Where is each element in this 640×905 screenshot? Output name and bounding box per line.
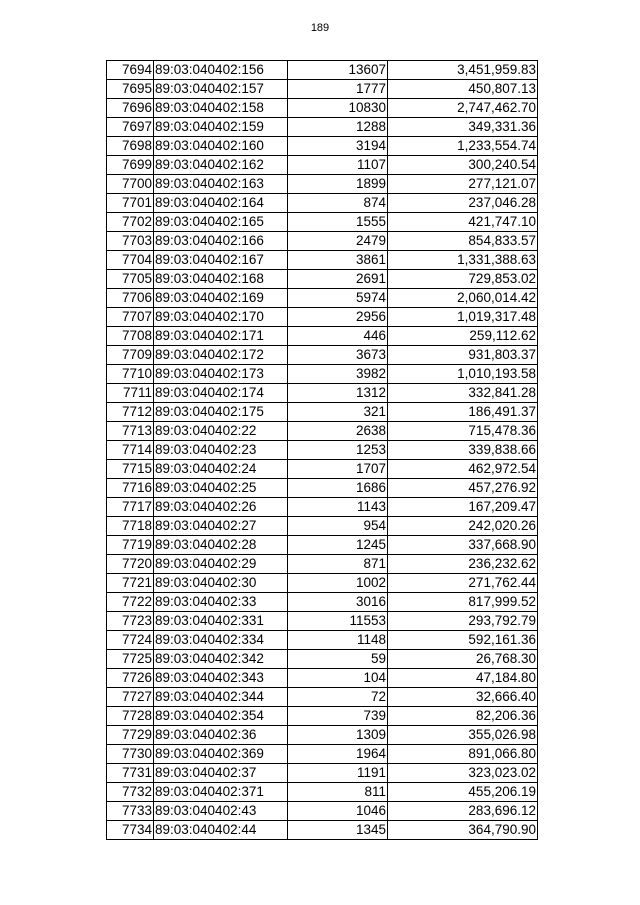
row-number-cell: 7723 xyxy=(107,612,154,631)
cadastral-number-cell: 89:03:040402:169 xyxy=(154,289,288,308)
area-cell: 1253 xyxy=(288,441,388,460)
value-cell: 854,833.57 xyxy=(388,232,538,251)
value-cell: 462,972.54 xyxy=(388,460,538,479)
cadastral-number-cell: 89:03:040402:158 xyxy=(154,99,288,118)
row-number-cell: 7716 xyxy=(107,479,154,498)
row-number-cell: 7726 xyxy=(107,669,154,688)
cadastral-number-cell: 89:03:040402:157 xyxy=(154,80,288,99)
table-row xyxy=(107,137,538,156)
value-cell: 237,046.28 xyxy=(388,194,538,213)
cadastral-number-cell: 89:03:040402:156 xyxy=(154,61,288,80)
row-number-cell: 7708 xyxy=(107,327,154,346)
table-row xyxy=(107,726,538,745)
row-number-cell: 7731 xyxy=(107,764,154,783)
value-cell: 82,206.36 xyxy=(388,707,538,726)
row-number-cell: 7694 xyxy=(107,61,154,80)
table-row xyxy=(107,213,538,232)
area-cell: 3194 xyxy=(288,137,388,156)
row-number-cell: 7719 xyxy=(107,536,154,555)
row-number-cell: 7721 xyxy=(107,574,154,593)
table-row xyxy=(107,745,538,764)
cadastral-number-cell: 89:03:040402:23 xyxy=(154,441,288,460)
row-number-cell: 7720 xyxy=(107,555,154,574)
area-cell: 954 xyxy=(288,517,388,536)
cadastral-number-cell: 89:03:040402:163 xyxy=(154,175,288,194)
value-cell: 47,184.80 xyxy=(388,669,538,688)
value-cell: 323,023.02 xyxy=(388,764,538,783)
row-number-cell: 7700 xyxy=(107,175,154,194)
area-cell: 874 xyxy=(288,194,388,213)
value-cell: 2,060,014.42 xyxy=(388,289,538,308)
row-number-cell: 7702 xyxy=(107,213,154,232)
table-row xyxy=(107,536,538,555)
cadastral-number-cell: 89:03:040402:343 xyxy=(154,669,288,688)
value-cell: 271,762.44 xyxy=(388,574,538,593)
table-row xyxy=(107,308,538,327)
table-row xyxy=(107,232,538,251)
table-row xyxy=(107,764,538,783)
table-row xyxy=(107,289,538,308)
area-cell: 1191 xyxy=(288,764,388,783)
value-cell: 283,696.12 xyxy=(388,802,538,821)
value-cell: 817,999.52 xyxy=(388,593,538,612)
table-row xyxy=(107,783,538,802)
area-cell: 2956 xyxy=(288,308,388,327)
area-cell: 1312 xyxy=(288,384,388,403)
value-cell: 236,232.62 xyxy=(388,555,538,574)
row-number-cell: 7730 xyxy=(107,745,154,764)
table-row xyxy=(107,346,538,365)
area-cell: 2479 xyxy=(288,232,388,251)
table-row xyxy=(107,118,538,137)
row-number-cell: 7703 xyxy=(107,232,154,251)
value-cell: 349,331.36 xyxy=(388,118,538,137)
row-number-cell: 7715 xyxy=(107,460,154,479)
value-cell: 186,491.37 xyxy=(388,403,538,422)
row-number-cell: 7734 xyxy=(107,821,154,840)
value-cell: 1,019,317.48 xyxy=(388,308,538,327)
page-number: 189 xyxy=(310,22,330,34)
value-cell: 891,066.80 xyxy=(388,745,538,764)
row-number-cell: 7709 xyxy=(107,346,154,365)
cadastral-number-cell: 89:03:040402:371 xyxy=(154,783,288,802)
value-cell: 300,240.54 xyxy=(388,156,538,175)
area-cell: 1046 xyxy=(288,802,388,821)
row-number-cell: 7696 xyxy=(107,99,154,118)
row-number-cell: 7711 xyxy=(107,384,154,403)
cadastral-number-cell: 89:03:040402:33 xyxy=(154,593,288,612)
table-row xyxy=(107,593,538,612)
cadastral-number-cell: 89:03:040402:344 xyxy=(154,688,288,707)
value-cell: 332,841.28 xyxy=(388,384,538,403)
table-row xyxy=(107,498,538,517)
value-cell: 364,790.90 xyxy=(388,821,538,840)
value-cell: 3,451,959.83 xyxy=(388,61,538,80)
cadastral-number-cell: 89:03:040402:25 xyxy=(154,479,288,498)
cadastral-number-cell: 89:03:040402:27 xyxy=(154,517,288,536)
value-cell: 26,768.30 xyxy=(388,650,538,669)
area-cell: 2638 xyxy=(288,422,388,441)
value-cell: 715,478.36 xyxy=(388,422,538,441)
table-row xyxy=(107,707,538,726)
area-cell: 1707 xyxy=(288,460,388,479)
area-cell: 5974 xyxy=(288,289,388,308)
table-row xyxy=(107,99,538,118)
cadastral-number-cell: 89:03:040402:369 xyxy=(154,745,288,764)
table-row xyxy=(107,270,538,289)
cadastral-number-cell: 89:03:040402:171 xyxy=(154,327,288,346)
cadastral-number-cell: 89:03:040402:43 xyxy=(154,802,288,821)
value-cell: 337,668.90 xyxy=(388,536,538,555)
cadastral-number-cell: 89:03:040402:24 xyxy=(154,460,288,479)
row-number-cell: 7714 xyxy=(107,441,154,460)
cadastral-number-cell: 89:03:040402:170 xyxy=(154,308,288,327)
row-number-cell: 7722 xyxy=(107,593,154,612)
value-cell: 931,803.37 xyxy=(388,346,538,365)
cadastral-number-cell: 89:03:040402:167 xyxy=(154,251,288,270)
table-row xyxy=(107,612,538,631)
row-number-cell: 7729 xyxy=(107,726,154,745)
area-cell: 2691 xyxy=(288,270,388,289)
value-cell: 355,026.98 xyxy=(388,726,538,745)
value-cell: 1,010,193.58 xyxy=(388,365,538,384)
table-row xyxy=(107,422,538,441)
cadastral-number-cell: 89:03:040402:172 xyxy=(154,346,288,365)
table-row xyxy=(107,650,538,669)
area-cell: 13607 xyxy=(288,61,388,80)
table-row xyxy=(107,555,538,574)
cadastral-number-cell: 89:03:040402:22 xyxy=(154,422,288,441)
area-cell: 446 xyxy=(288,327,388,346)
area-cell: 1245 xyxy=(288,536,388,555)
cadastral-number-cell: 89:03:040402:175 xyxy=(154,403,288,422)
cadastral-number-cell: 89:03:040402:166 xyxy=(154,232,288,251)
cadastral-number-cell: 89:03:040402:162 xyxy=(154,156,288,175)
table-row xyxy=(107,251,538,270)
area-cell: 3673 xyxy=(288,346,388,365)
area-cell: 811 xyxy=(288,783,388,802)
value-cell: 450,807.13 xyxy=(388,80,538,99)
area-cell: 1777 xyxy=(288,80,388,99)
table-row xyxy=(107,327,538,346)
row-number-cell: 7699 xyxy=(107,156,154,175)
area-cell: 3016 xyxy=(288,593,388,612)
cadastral-number-cell: 89:03:040402:354 xyxy=(154,707,288,726)
table-row xyxy=(107,688,538,707)
area-cell: 1686 xyxy=(288,479,388,498)
area-cell: 1345 xyxy=(288,821,388,840)
value-cell: 277,121.07 xyxy=(388,175,538,194)
area-cell: 321 xyxy=(288,403,388,422)
row-number-cell: 7713 xyxy=(107,422,154,441)
row-number-cell: 7718 xyxy=(107,517,154,536)
value-cell: 421,747.10 xyxy=(388,213,538,232)
area-cell: 1107 xyxy=(288,156,388,175)
cadastral-number-cell: 89:03:040402:173 xyxy=(154,365,288,384)
area-cell: 1555 xyxy=(288,213,388,232)
value-cell: 259,112.62 xyxy=(388,327,538,346)
area-cell: 11553 xyxy=(288,612,388,631)
row-number-cell: 7712 xyxy=(107,403,154,422)
cadastral-number-cell: 89:03:040402:342 xyxy=(154,650,288,669)
table-row xyxy=(107,574,538,593)
row-number-cell: 7717 xyxy=(107,498,154,517)
value-cell: 592,161.36 xyxy=(388,631,538,650)
table-row xyxy=(107,517,538,536)
value-cell: 455,206.19 xyxy=(388,783,538,802)
row-number-cell: 7724 xyxy=(107,631,154,650)
area-cell: 59 xyxy=(288,650,388,669)
row-number-cell: 7701 xyxy=(107,194,154,213)
cadastral-number-cell: 89:03:040402:44 xyxy=(154,821,288,840)
cadastral-number-cell: 89:03:040402:331 xyxy=(154,612,288,631)
cadastral-number-cell: 89:03:040402:159 xyxy=(154,118,288,137)
area-cell: 739 xyxy=(288,707,388,726)
area-cell: 1148 xyxy=(288,631,388,650)
cadastral-number-cell: 89:03:040402:164 xyxy=(154,194,288,213)
cadastral-number-cell: 89:03:040402:174 xyxy=(154,384,288,403)
table-row xyxy=(107,460,538,479)
row-number-cell: 7733 xyxy=(107,802,154,821)
area-cell: 1002 xyxy=(288,574,388,593)
table-row xyxy=(107,175,538,194)
area-cell: 10830 xyxy=(288,99,388,118)
row-number-cell: 7698 xyxy=(107,137,154,156)
row-number-cell: 7725 xyxy=(107,650,154,669)
cadastral-number-cell: 89:03:040402:37 xyxy=(154,764,288,783)
row-number-cell: 7705 xyxy=(107,270,154,289)
row-number-cell: 7728 xyxy=(107,707,154,726)
cadastral-number-cell: 89:03:040402:36 xyxy=(154,726,288,745)
row-number-cell: 7706 xyxy=(107,289,154,308)
area-cell: 104 xyxy=(288,669,388,688)
table-row xyxy=(107,669,538,688)
area-cell: 3861 xyxy=(288,251,388,270)
table-row xyxy=(107,80,538,99)
row-number-cell: 7710 xyxy=(107,365,154,384)
table-row xyxy=(107,403,538,422)
area-cell: 3982 xyxy=(288,365,388,384)
row-number-cell: 7697 xyxy=(107,118,154,137)
value-cell: 293,792.79 xyxy=(388,612,538,631)
table-row xyxy=(107,441,538,460)
cadastral-number-cell: 89:03:040402:26 xyxy=(154,498,288,517)
area-cell: 1899 xyxy=(288,175,388,194)
row-number-cell: 7732 xyxy=(107,783,154,802)
value-cell: 242,020.26 xyxy=(388,517,538,536)
cadastral-number-cell: 89:03:040402:334 xyxy=(154,631,288,650)
value-cell: 167,209.47 xyxy=(388,498,538,517)
table-row xyxy=(107,802,538,821)
area-cell: 871 xyxy=(288,555,388,574)
area-cell: 72 xyxy=(288,688,388,707)
table-row xyxy=(107,156,538,175)
value-cell: 2,747,462.70 xyxy=(388,99,538,118)
cadastral-number-cell: 89:03:040402:160 xyxy=(154,137,288,156)
cadastral-number-cell: 89:03:040402:168 xyxy=(154,270,288,289)
value-cell: 457,276.92 xyxy=(388,479,538,498)
row-number-cell: 7707 xyxy=(107,308,154,327)
table-row xyxy=(107,384,538,403)
row-number-cell: 7727 xyxy=(107,688,154,707)
area-cell: 1288 xyxy=(288,118,388,137)
value-cell: 1,233,554.74 xyxy=(388,137,538,156)
table-row xyxy=(107,821,538,840)
cadastral-number-cell: 89:03:040402:28 xyxy=(154,536,288,555)
cadastral-number-cell: 89:03:040402:29 xyxy=(154,555,288,574)
cadastral-number-cell: 89:03:040402:165 xyxy=(154,213,288,232)
row-number-cell: 7704 xyxy=(107,251,154,270)
area-cell: 1309 xyxy=(288,726,388,745)
value-cell: 1,331,388.63 xyxy=(388,251,538,270)
table-row xyxy=(107,479,538,498)
table-body xyxy=(107,61,538,840)
table-row xyxy=(107,194,538,213)
row-number-cell: 7695 xyxy=(107,80,154,99)
table-row xyxy=(107,365,538,384)
cadastral-number-cell: 89:03:040402:30 xyxy=(154,574,288,593)
area-cell: 1964 xyxy=(288,745,388,764)
table-row xyxy=(107,631,538,650)
value-cell: 729,853.02 xyxy=(388,270,538,289)
cadastral-table xyxy=(106,60,538,840)
area-cell: 1143 xyxy=(288,498,388,517)
value-cell: 339,838.66 xyxy=(388,441,538,460)
table-row xyxy=(107,61,538,80)
value-cell: 32,666.40 xyxy=(388,688,538,707)
